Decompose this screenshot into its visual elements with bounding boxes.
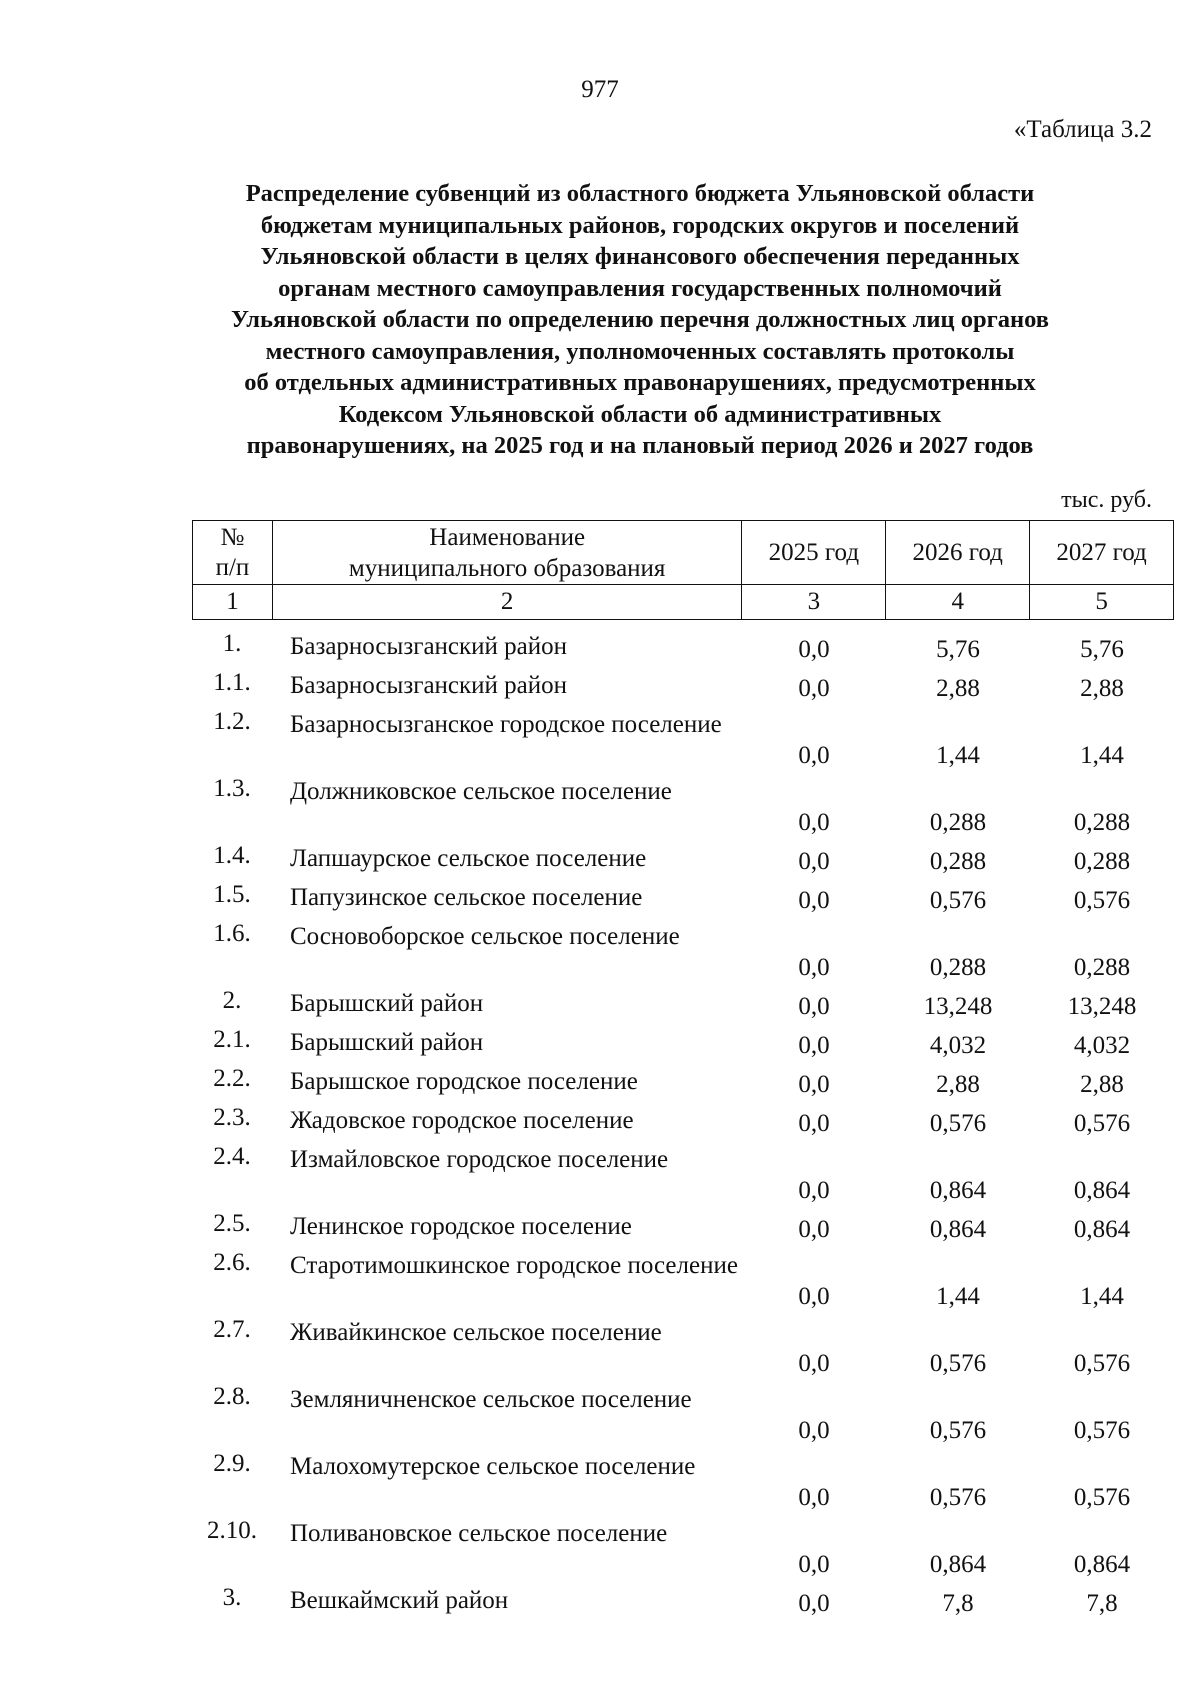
table-row xyxy=(192,1247,1174,1314)
header-2025: 2025 год xyxy=(742,521,886,585)
row-name: Земляничненское сельское поселение xyxy=(290,1386,692,1413)
value-2027: 0,576 xyxy=(1073,1484,1131,1511)
header-2026: 2026 год xyxy=(886,521,1030,585)
table-row xyxy=(192,1208,1174,1247)
table-header xyxy=(192,520,1174,620)
header-row xyxy=(193,521,1174,585)
value-2027: 5,76 xyxy=(1080,636,1124,663)
row-name: Вешкаймский район xyxy=(290,1587,509,1614)
value-2027: 0,288 xyxy=(1073,848,1131,875)
table-row xyxy=(192,1515,1174,1582)
table-row xyxy=(192,879,1174,918)
value-2026: 4,032 xyxy=(929,1032,987,1059)
row-name: Сосновоборское сельское поселение xyxy=(290,923,680,950)
table-row xyxy=(192,918,1174,985)
value-2026: 0,576 xyxy=(929,1350,987,1377)
row-number: 2.3. xyxy=(213,1104,251,1131)
row-number: 3. xyxy=(222,1584,242,1611)
table-row xyxy=(192,985,1174,1024)
value-2027: 1,44 xyxy=(1080,742,1124,769)
header-num-line1: № xyxy=(220,523,245,551)
value-2025: 0,0 xyxy=(798,1417,830,1444)
value-2025: 0,0 xyxy=(798,1071,830,1098)
table-row xyxy=(192,1448,1174,1515)
units-label: тыс. руб. xyxy=(1061,487,1152,513)
column-number: 1 xyxy=(193,585,273,620)
table-row xyxy=(192,1063,1174,1102)
title-line: Ульяновской области в целях финансового обеспечения переданных xyxy=(260,243,1020,270)
row-name: Живайкинское сельское поселение xyxy=(290,1319,662,1346)
column-number: 3 xyxy=(742,585,886,620)
value-2026: 2,88 xyxy=(936,1071,980,1098)
table-row xyxy=(192,1024,1174,1063)
header-2027: 2027 год xyxy=(1030,521,1174,585)
title-line: Кодексом Ульяновской области об административных xyxy=(338,400,942,428)
value-2026: 0,864 xyxy=(929,1551,987,1578)
document-title xyxy=(180,178,1100,462)
value-2025: 0,0 xyxy=(798,675,830,702)
value-2027: 0,864 xyxy=(1073,1177,1131,1204)
value-2026: 0,288 xyxy=(929,848,987,875)
table-row xyxy=(192,1314,1174,1381)
value-2025: 0,0 xyxy=(798,954,830,981)
row-number: 1.1. xyxy=(213,669,251,696)
value-2025: 0,0 xyxy=(798,993,830,1020)
title-line: об отдельных административных правонарушениях, предусмотренных xyxy=(244,369,1036,396)
header-num-line2: п/п xyxy=(215,553,250,581)
value-2025: 0,0 xyxy=(798,742,830,769)
value-2027: 13,248 xyxy=(1067,993,1137,1020)
value-2026: 7,8 xyxy=(942,1590,974,1617)
header-name-line1: Наименование xyxy=(429,523,586,551)
value-2026: 13,248 xyxy=(923,993,993,1020)
value-2027: 0,864 xyxy=(1073,1216,1131,1243)
table-row xyxy=(192,840,1174,879)
title-line: бюджетам муниципальных районов, городских округов и поселений xyxy=(260,211,1020,239)
value-2027: 0,288 xyxy=(1073,809,1131,836)
row-number: 2.10. xyxy=(207,1517,257,1544)
value-2025: 0,0 xyxy=(798,1350,830,1377)
row-number: 1. xyxy=(222,630,242,657)
title-line: органам местного самоуправления государственных полномочий xyxy=(278,274,1002,302)
column-number: 2 xyxy=(272,585,742,620)
header-name xyxy=(272,521,742,585)
column-number: 4 xyxy=(886,585,1030,620)
value-2025: 0,0 xyxy=(798,1032,830,1059)
row-number: 2.7. xyxy=(213,1316,251,1343)
row-number: 2.1. xyxy=(213,1026,251,1053)
table-row xyxy=(192,773,1174,840)
title-line: Распределение субвенций из областного бюджета Ульяновской области xyxy=(245,180,1035,207)
value-2027: 0,576 xyxy=(1073,1417,1131,1444)
value-2025: 0,0 xyxy=(798,809,830,836)
value-2027: 2,88 xyxy=(1080,1071,1124,1098)
value-2026: 5,76 xyxy=(936,636,980,663)
row-name: Базарносызганский район xyxy=(290,633,568,660)
row-name: Жадовское городское поселение xyxy=(290,1107,634,1134)
table-row xyxy=(192,1582,1174,1621)
row-number: 1.2. xyxy=(213,708,251,735)
value-2027: 7,8 xyxy=(1086,1590,1118,1617)
row-number: 2.6. xyxy=(213,1249,251,1276)
column-number: 5 xyxy=(1030,585,1174,620)
value-2026: 0,576 xyxy=(929,1110,987,1137)
row-number: 2. xyxy=(222,987,242,1014)
title-line: правонарушениях, на 2025 год и на плановый период 2026 и 2027 годов xyxy=(246,432,1034,459)
value-2027: 2,88 xyxy=(1080,675,1124,702)
row-name: Поливановское сельское поселение xyxy=(290,1520,668,1547)
value-2026: 0,576 xyxy=(929,1484,987,1511)
row-number: 1.3. xyxy=(213,775,251,802)
header-name-line2: муниципального образования xyxy=(348,554,666,582)
value-2027: 0,864 xyxy=(1073,1551,1131,1578)
value-2025: 0,0 xyxy=(798,636,830,663)
row-name: Барышский район xyxy=(290,990,484,1017)
row-name: Лапшаурское сельское поселение xyxy=(290,845,647,872)
header-num xyxy=(193,521,273,585)
value-2025: 0,0 xyxy=(798,1177,830,1204)
value-2025: 0,0 xyxy=(798,848,830,875)
value-2026: 0,576 xyxy=(929,887,987,914)
table-row xyxy=(192,667,1174,706)
value-2025: 0,0 xyxy=(798,1551,830,1578)
table-row xyxy=(192,628,1174,667)
value-2026: 0,288 xyxy=(929,809,987,836)
value-2026: 2,88 xyxy=(936,675,980,702)
row-name: Должниковское сельское поселение xyxy=(290,778,672,805)
value-2027: 0,288 xyxy=(1073,954,1131,981)
value-2027: 0,576 xyxy=(1073,1350,1131,1377)
table-row xyxy=(192,706,1174,773)
row-number: 1.4. xyxy=(213,842,251,869)
value-2025: 0,0 xyxy=(798,1110,830,1137)
row-number: 2.9. xyxy=(213,1450,251,1477)
row-name: Базарносызганское городское поселение xyxy=(290,711,722,738)
row-name: Малохомутерское сельское поселение xyxy=(290,1453,696,1480)
value-2025: 0,0 xyxy=(798,1216,830,1243)
page-number: 977 xyxy=(581,76,619,103)
column-number-row xyxy=(193,585,1174,620)
value-2025: 0,0 xyxy=(798,1283,830,1310)
row-name: Барышское городское поселение xyxy=(290,1068,638,1095)
value-2026: 0,576 xyxy=(929,1417,987,1444)
row-number: 2.5. xyxy=(213,1210,251,1237)
row-number: 2.8. xyxy=(213,1383,251,1410)
row-name: Папузинское сельское поселение xyxy=(290,884,643,911)
value-2025: 0,0 xyxy=(798,1484,830,1511)
value-2027: 1,44 xyxy=(1080,1283,1124,1310)
value-2025: 0,0 xyxy=(798,887,830,914)
value-2026: 0,864 xyxy=(929,1177,987,1204)
row-name: Измайловское городское поселение xyxy=(290,1146,669,1173)
row-name: Старотимошкинское городское поселение xyxy=(290,1252,738,1279)
row-name: Барышский район xyxy=(290,1029,484,1056)
table-row xyxy=(192,1141,1174,1208)
row-number: 2.4. xyxy=(213,1143,251,1170)
value-2027: 0,576 xyxy=(1073,1110,1131,1137)
row-number: 1.5. xyxy=(213,881,251,908)
value-2026: 1,44 xyxy=(936,1283,980,1310)
title-line: Ульяновской области по определению перечня должностных лиц органов xyxy=(231,306,1049,333)
title-line: местного самоуправления, уполномоченных составлять протоколы xyxy=(265,337,1015,365)
table-label: «Таблица 3.2 xyxy=(1013,116,1152,143)
value-2025: 0,0 xyxy=(798,1590,830,1617)
value-2026: 0,288 xyxy=(929,954,987,981)
value-2026: 1,44 xyxy=(936,742,980,769)
value-2027: 0,576 xyxy=(1073,887,1131,914)
row-number: 2.2. xyxy=(213,1065,251,1092)
row-number: 1.6. xyxy=(213,920,251,947)
data-table xyxy=(192,628,1174,1621)
value-2026: 0,864 xyxy=(929,1216,987,1243)
row-name: Ленинское городское поселение xyxy=(290,1213,632,1240)
row-name: Базарносызганский район xyxy=(290,672,568,699)
table-row xyxy=(192,1381,1174,1448)
table-row xyxy=(192,1102,1174,1141)
value-2027: 4,032 xyxy=(1073,1032,1131,1059)
